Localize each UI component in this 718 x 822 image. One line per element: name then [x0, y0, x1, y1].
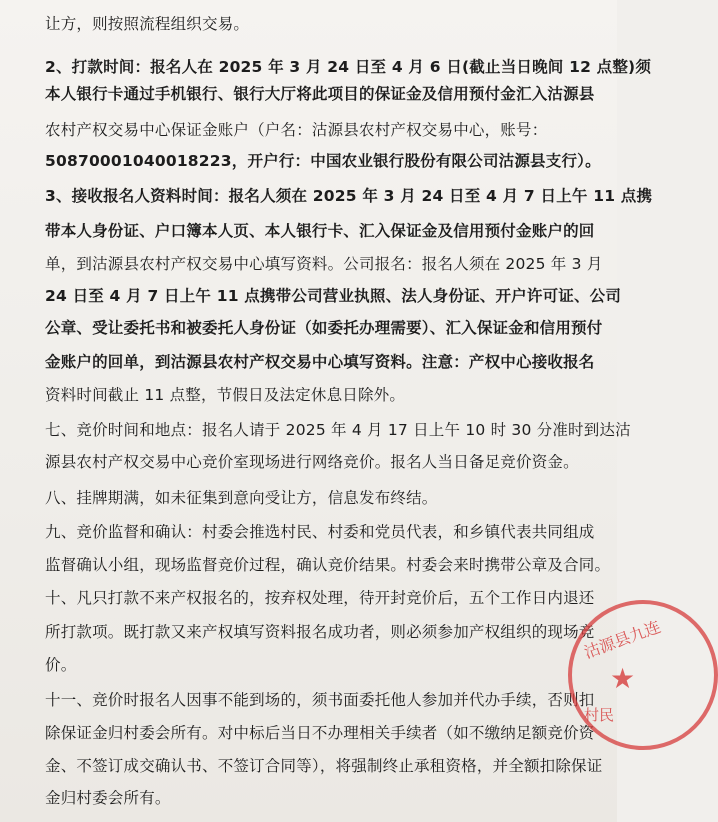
- text-line: 金、不签订成交确认书、不签订合同等），将强制终止承租资格，并全额扣除保证: [45, 757, 603, 775]
- text-line: 农村产权交易中心保证金账户（户名：沽源县农村产权交易中心，账号：: [45, 121, 548, 139]
- text-line: 十一、竞价时报名人因事不能到场的，须书面委托他人参加并代办手续，否则扣: [45, 691, 595, 709]
- text-line: 源县农村产权交易中心竞价室现场进行网络竞价。报名人当日备足竞价资金。: [45, 453, 579, 471]
- svg-text:村民: 村民: [584, 706, 615, 724]
- text-line: 十、凡只打款不来产权报名的，按弃权处理，待开封竞价后，五个工作日内退还: [45, 589, 595, 607]
- text-line: 价。: [45, 656, 77, 674]
- text-line: 监督确认小组，现场监督竞价过程，确认竞价结果。村委会来时携带公章及合同。: [45, 556, 611, 574]
- text-line: 八、挂牌期满，如未征集到意向受让方，信息发布终结。: [45, 489, 438, 507]
- text-line: 所打款项。既打款又来产权填写资料报名成功者，则必须参加产权组织的现场竞: [45, 623, 595, 641]
- text-line: 七、竞价时间和地点：报名人请于 2025 年 4 月 17 日上午 10 时 30 分准时到达沽: [45, 421, 631, 439]
- text-line: 3、接收报名人资料时间：报名人须在 2025 年 3 月 24 日至 4 月 7 日上午 11 点携: [45, 187, 653, 205]
- text-line: 本人银行卡通过手机银行、银行大厅将此项目的保证金及信用预付金汇入沽源县: [45, 85, 595, 103]
- text-line: 带本人身份证、户口簿本人页、本人银行卡、汇入保证金及信用预付金账户的回: [45, 222, 595, 240]
- text-line: 公章、受让委托书和被委托人身份证（如委托办理需要）、汇入保证金和信用预付: [45, 319, 603, 337]
- text-line: 2、打款时间：报名人在 2025 年 3 月 24 日至 4 月 6 日(截止当日晚间 12 点整)须: [45, 58, 652, 76]
- text-line: 除保证金归村委会所有。对中标后当日不办理相关手续者（如不缴纳足额竞价资: [45, 724, 595, 742]
- seal-bottom-text: [584, 704, 624, 730]
- seal-arc-text: [581, 602, 703, 667]
- text-line: 金账户的回单，到沽源县农村产权交易中心填写资料。注意：产权中心接收报名: [45, 353, 595, 371]
- text-line: 让方，则按照流程组织交易。: [45, 15, 250, 33]
- text-line: 单，到沽源县农村产权交易中心填写资料。公司报名：报名人须在 2025 年 3 月: [45, 255, 603, 273]
- text-line: 资料时间截止 11 点整，节假日及法定休息日除外。: [45, 386, 406, 404]
- official-seal: [568, 600, 718, 750]
- text-line: 24 日至 4 月 7 日上午 11 点携带公司营业执照、法人身份证、开户许可证、公司: [45, 287, 622, 305]
- text-line: 九、竞价监督和确认：村委会推选村民、村委和党员代表，和乡镇代表共同组成: [45, 523, 595, 541]
- text-line: 金归村委会所有。: [45, 789, 171, 807]
- text-line: 50870001040018223，开户行：中国农业银行股份有限公司沽源县支行）。: [45, 152, 601, 170]
- seal-star-icon: ★: [610, 662, 636, 695]
- svg-text:沽源县九连: 沽源县九连: [581, 616, 664, 663]
